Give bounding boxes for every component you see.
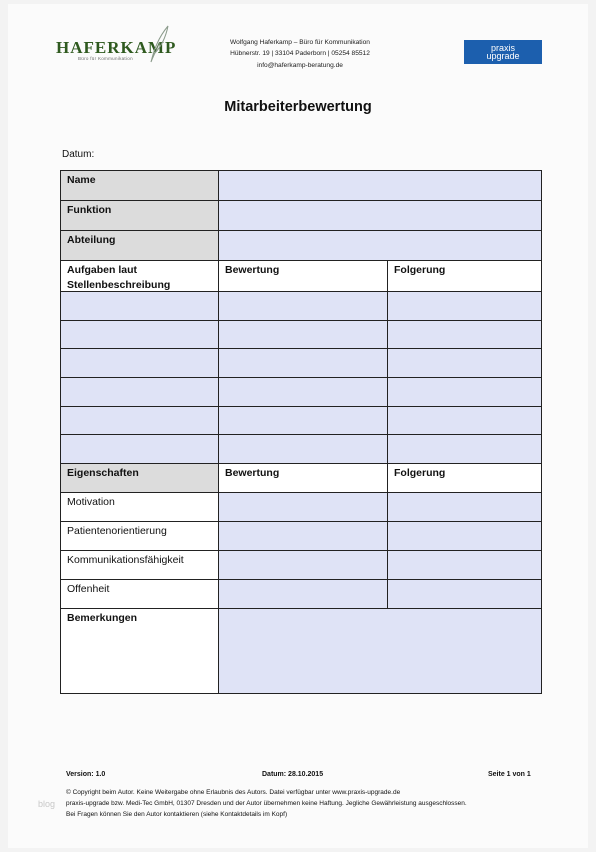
department-field[interactable] [219, 231, 541, 260]
tasks-consequence-header: Folgerung [388, 261, 541, 291]
evaluation-table [60, 170, 542, 694]
date-label: Datum: [62, 149, 95, 160]
quill-icon [148, 24, 170, 64]
function-field[interactable] [219, 201, 541, 230]
contact-block [200, 37, 400, 71]
document-title: Mitarbeiterbewertung [224, 99, 372, 115]
trait-label-patient-orientation: Patientenorientierung [61, 522, 218, 550]
contact-address: Hübnerstr. 19 | 33104 Paderborn | 05254 85512 [230, 50, 370, 58]
traits-evaluation-header: Bewertung [219, 464, 387, 492]
contact-name: Wolfgang Haferkamp – Büro für Kommunikation [230, 39, 370, 46]
footer-copyright: © Copyright beim Autor. Keine Weitergabe ohne Erlaubnis des Autors. Datei verfügbar unter www.praxis-upgrade.de [66, 789, 401, 796]
tasks-header: Aufgaben laut Stellenbeschreibung [61, 261, 218, 291]
name-label: Name [61, 171, 218, 200]
footer-liability: praxis-upgrade bzw. Medi-Tec GmbH, 01307 Dresden und der Autor übernehmen keine Haftung. Jegliche Gewährleistung ausgeschlossen. [66, 800, 467, 807]
remarks-field[interactable] [219, 609, 541, 693]
traits-header: Eigenschaften [61, 464, 218, 492]
blog-watermark: blog [38, 799, 56, 809]
tasks-evaluation-header: Bewertung [219, 261, 387, 291]
logo-tagline: Büro für Kommunikation [78, 56, 133, 61]
badge-line2: upgrade [486, 51, 520, 61]
function-label: Funktion [61, 201, 218, 230]
logo-wordmark: HAFERKAMP [56, 38, 177, 57]
footer-date: Datum: 28.10.2015 [262, 771, 324, 778]
trait-label-communication: Kommunikationsfähigkeit [61, 551, 218, 579]
name-field[interactable] [219, 171, 541, 200]
trait-label-motivation: Motivation [61, 493, 218, 521]
trait-label-openness: Offenheit [61, 580, 218, 608]
praxis-upgrade-logo [464, 40, 542, 64]
contact-email: info@haferkamp-beratung.de [257, 61, 343, 69]
footer-version: Version: 1.0 [66, 771, 106, 778]
footer-contact-note: Bei Fragen können Sie den Autor kontaktieren (siehe Kontaktdetails im Kopf) [66, 811, 288, 818]
haferkamp-logo [56, 24, 177, 64]
footer-disclaimer [66, 787, 556, 820]
footer-page: Seite 1 von 1 [488, 771, 531, 778]
remarks-label: Bemerkungen [61, 609, 218, 693]
badge-line1: praxis [490, 43, 515, 53]
traits-consequence-header: Folgerung [388, 464, 541, 492]
department-label: Abteilung [61, 231, 218, 260]
